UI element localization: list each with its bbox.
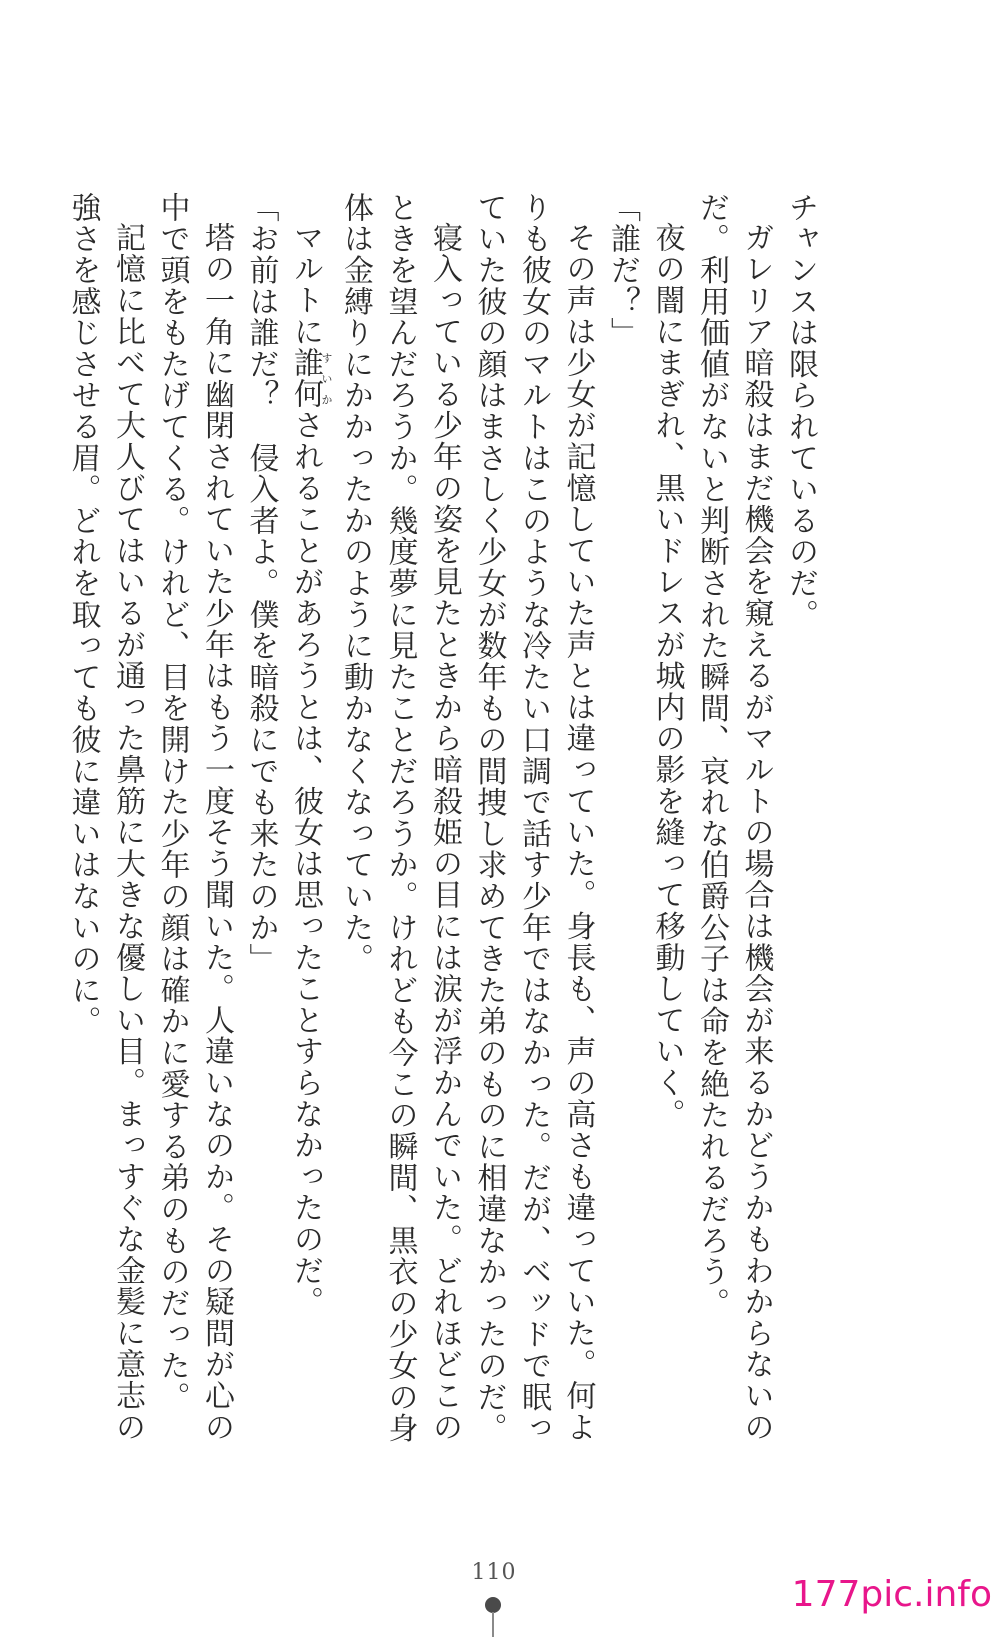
text-line: 記憶に比べて大人びてはいるが通った鼻筋に大きな優しい目。まっすぐな金髪に意志の	[110, 222, 145, 1443]
text-line: 寝入っている少年の姿を見たときから暗殺姫の目には涙が浮かんでいた。どれほどこの	[427, 222, 462, 1443]
ruby-line-before: マルトに	[288, 222, 323, 348]
dialogue-line: 「誰だ？」	[605, 192, 640, 349]
text-line: その声は少女が記憶していた声とは違っていた。身長も、声の高さも違っていた。何よ	[560, 222, 596, 1443]
ruby-line-after: されることがあろうとは、彼女は思ったことすらなかったのだ。	[288, 409, 323, 1318]
text-line-with-ruby	[283, 192, 333, 1342]
text-line: りも彼女のマルトはこのような冷たい口調で話す少年ではなかった。だが、ベッドで眠っ	[516, 192, 551, 1444]
text-line: 中で頭をもたげてくる。けれど、目を開けた少年の顔は確かに愛する弟のものだった。	[154, 192, 190, 1413]
page-marker-dot	[485, 1597, 501, 1613]
text-line: 塔の一角に幽閉されていた少年はもう一度そう聞いた。人違いなのか。その疑問が心の	[199, 222, 234, 1443]
text-line: ていた彼の顔はまさしく少女が数年もの間捜し求めてきた弟のものに相違なかったのだ。	[471, 192, 507, 1444]
text-line: だ。利用価値がないと判断された瞬間、哀れな伯爵公子は命を絶たれるだろう。	[694, 192, 729, 1319]
page-marker-line	[492, 1612, 494, 1637]
ruby-base: 誰何	[288, 347, 323, 410]
text-line: 夜の闇にまぎれ、黒いドレスが城内の影を縫って移動していく。	[649, 222, 685, 1130]
text-line: 強さを感じさせる眉。どれを取っても彼に違いはないのに。	[65, 192, 101, 1038]
ruby-annotation	[288, 347, 333, 410]
text-line: 体は金縛りにかかったかのように動かなくなっていた。	[338, 192, 373, 975]
text-line: チャンスは限られているのだ。	[783, 192, 818, 631]
dialogue-line: 「お前は誰だ？ 侵入者よ。僕を暗殺にでも来たのか」	[243, 192, 279, 975]
ruby-reading: すいか	[320, 347, 333, 410]
vertical-text-body	[60, 192, 822, 1444]
page-number: 110	[471, 1560, 517, 1585]
text-line: ときを望んだろうか。幾度夢に見たことだろうか。けれども今この瞬間、黒衣の少女の身	[382, 192, 418, 1444]
text-line: ガレリア暗殺はまだ機会を窺えるがマルトの場合は機会が来るかどうかもわからないの	[738, 222, 774, 1443]
watermark-text: 177pic.info	[791, 1574, 992, 1615]
